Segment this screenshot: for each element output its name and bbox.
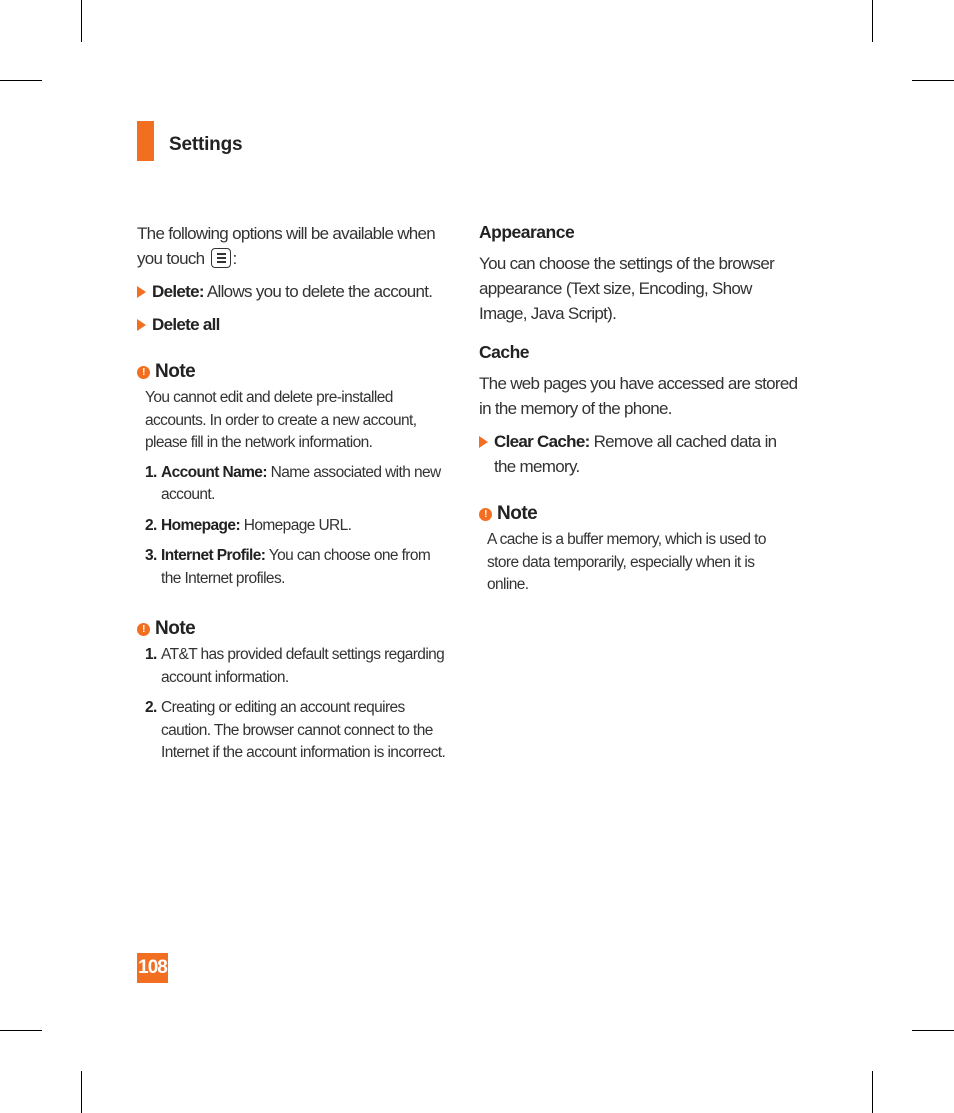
triangle-bullet-icon [137,319,146,331]
item-text: Creating or editing an account requires caution. The browser cannot connect to the Internet if the account information is incorrect. [161,699,446,762]
note-heading [479,503,799,525]
option-text: Allows you to delete the account. [206,282,433,302]
exclamation-icon: ! [137,366,150,379]
crop-mark [912,80,954,81]
option-delete-all [137,312,452,337]
page-number: 108 [137,953,168,983]
note-heading-label: Note [155,618,196,640]
exclamation-icon: ! [479,508,492,521]
item-label: Homepage: [161,516,241,534]
crop-mark [0,1030,42,1031]
section-title-cache: Cache [479,342,530,362]
crop-mark [912,1030,954,1031]
cache-text: The web pages you have accessed are stored in the memory of the phone. [479,374,798,418]
item-text: AT&T has provided default settings regarding account information. [161,646,445,686]
list-item [145,697,452,765]
menu-key-icon [211,248,231,268]
intro-paragraph [137,221,452,271]
item-text: You can choose one from the Internet profiles. [161,547,431,587]
note-text: You cannot edit and delete pre-installed accounts. In order to create a new account, please fill in the network information. [145,389,417,452]
item-number: 1. [145,463,157,481]
page-title: Settings [169,134,243,155]
item-number: 1. [145,646,157,664]
list-item [145,462,452,507]
list-item [145,515,452,538]
triangle-bullet-icon [137,286,146,298]
option-label: Delete: [152,282,204,302]
note-heading-label: Note [497,503,538,524]
crop-mark [872,0,873,42]
intro-suffix: : [232,249,237,268]
exclamation-icon: ! [137,623,150,636]
list-item [145,545,452,590]
note-list [137,462,452,591]
item-text: Name associated with new account. [161,463,441,504]
right-column [479,221,799,597]
item-label: Internet Profile: [161,547,266,565]
left-column [137,221,452,765]
note-heading-label: Note [155,361,196,383]
intro-text: The following options will be available when you touch [137,224,436,268]
item-number: 2. [145,516,157,534]
note-text: A cache is a buffer memory, which is used to store data temporarily, especially when it is online. [487,531,766,593]
item-text: Homepage URL. [243,516,352,534]
triangle-bullet-icon [479,436,488,448]
note-list [137,644,452,765]
option-label: Clear Cache: [494,432,590,451]
crop-mark [81,1071,82,1113]
option-clear-cache [479,429,799,479]
item-number: 3. [145,547,157,565]
note-heading [137,361,452,383]
crop-mark [0,80,42,81]
list-item [145,644,452,689]
option-text: Remove all cached data in the memory. [494,432,777,476]
section-header-bar [137,121,154,161]
crop-mark [872,1071,873,1113]
option-label: Delete all [152,315,220,335]
crop-mark [81,0,82,42]
note-heading [137,618,452,640]
item-label: Account Name: [161,463,267,481]
item-number: 2. [145,699,157,717]
appearance-text: You can choose the settings of the browser appearance (Text size, Encoding, Show Image, Java Script). [479,254,775,323]
option-delete [137,279,452,304]
section-title-appearance: Appearance [479,222,575,242]
